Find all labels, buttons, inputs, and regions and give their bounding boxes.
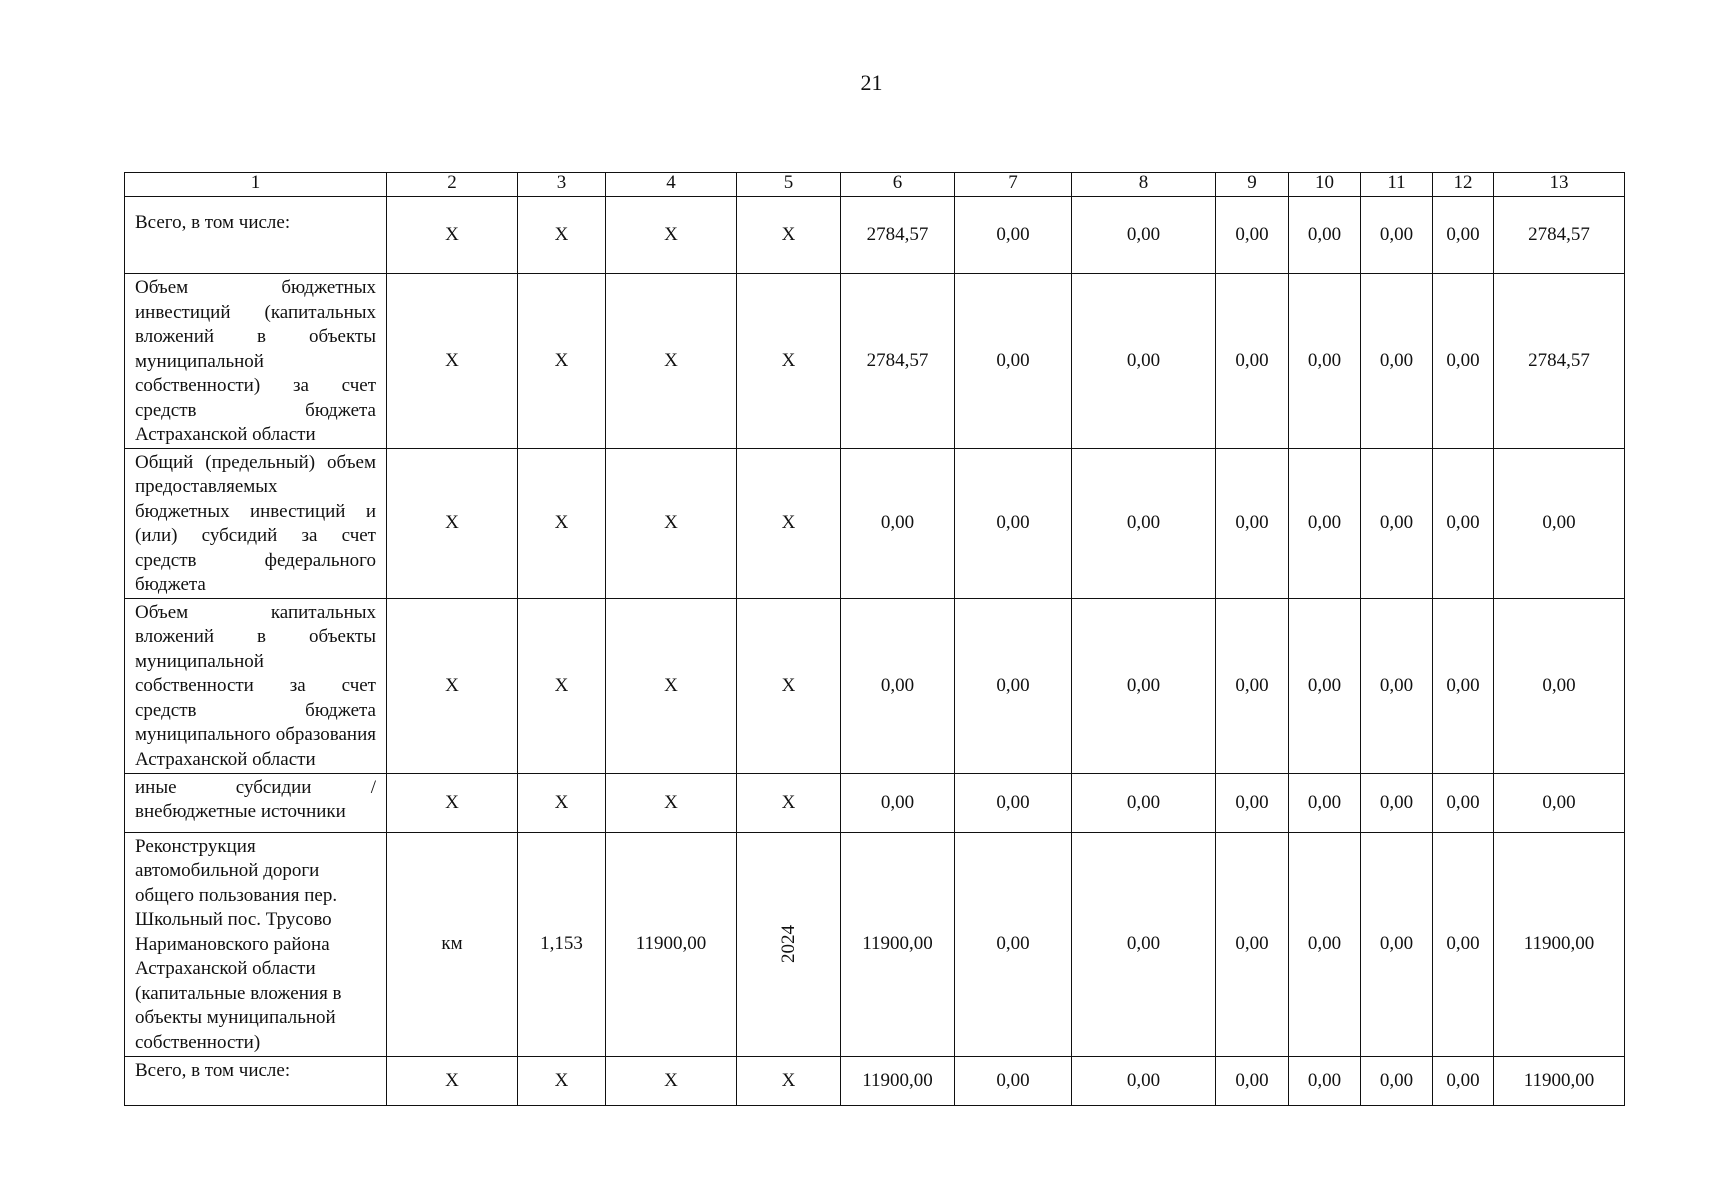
table-cell: 0,00 xyxy=(955,773,1072,832)
table-cell: 0,00 xyxy=(1216,598,1289,773)
table-cell: 0,00 xyxy=(1289,832,1361,1056)
year-vertical: 2024 xyxy=(777,925,799,963)
table-cell: Х xyxy=(518,773,606,832)
table-cell: 0,00 xyxy=(955,1056,1072,1105)
table-cell: 0,00 xyxy=(1216,197,1289,274)
column-number: 5 xyxy=(737,173,841,197)
table-cell: 0,00 xyxy=(1289,274,1361,449)
table-cell: Х xyxy=(737,1056,841,1105)
table-cell: 0,00 xyxy=(1494,773,1625,832)
column-number: 9 xyxy=(1216,173,1289,197)
table-cell: Х xyxy=(606,448,737,598)
table-cell: 0,00 xyxy=(1433,598,1494,773)
table-cell: Х xyxy=(387,274,518,449)
table-cell: Х xyxy=(387,1056,518,1105)
table-row-federal-budget xyxy=(125,448,1625,598)
table-cell: Х xyxy=(737,598,841,773)
column-number: 7 xyxy=(955,173,1072,197)
table-cell: Х xyxy=(518,1056,606,1105)
table-cell: 0,00 xyxy=(841,448,955,598)
table-row-total-2 xyxy=(125,1056,1625,1105)
table-cell: 0,00 xyxy=(1361,598,1433,773)
column-number: 13 xyxy=(1494,173,1625,197)
table-cell: Х xyxy=(606,598,737,773)
table-cell: Х xyxy=(737,773,841,832)
table-cell: Х xyxy=(387,598,518,773)
table-cell: Х xyxy=(387,448,518,598)
table-cell: Х xyxy=(387,197,518,274)
table-row-regional-budget xyxy=(125,274,1625,449)
table-cell: 0,00 xyxy=(1072,832,1216,1056)
table-row-municipal-budget xyxy=(125,598,1625,773)
table-cell: 0,00 xyxy=(1216,274,1289,449)
table-cell: 0,00 xyxy=(1361,832,1433,1056)
table-cell: Х xyxy=(518,598,606,773)
table-cell: Х xyxy=(518,448,606,598)
row-description: Всего, в том числе: xyxy=(125,197,387,274)
table-row-other-subsidies xyxy=(125,773,1625,832)
row-description: Объем капитальных вложений в объекты муниципальной собственности за счет средств бюджета муниципального образования Астраханской области xyxy=(125,598,387,773)
table-cell: 0,00 xyxy=(1216,1056,1289,1105)
table-row-total-1 xyxy=(125,197,1625,274)
column-number: 8 xyxy=(1072,173,1216,197)
table-cell: 0,00 xyxy=(1494,598,1625,773)
table-cell: 0,00 xyxy=(1289,197,1361,274)
table-cell: Х xyxy=(387,773,518,832)
table-cell: 0,00 xyxy=(1072,448,1216,598)
column-number: 3 xyxy=(518,173,606,197)
table-cell: 0,00 xyxy=(841,773,955,832)
table-cell: 0,00 xyxy=(1289,773,1361,832)
table-cell: 11900,00 xyxy=(841,832,955,1056)
table-cell: 2784,57 xyxy=(1494,274,1625,449)
table-cell: 2784,57 xyxy=(841,274,955,449)
row-description: Всего, в том числе: xyxy=(125,1056,387,1105)
table-cell: 0,00 xyxy=(955,197,1072,274)
table-cell: 0,00 xyxy=(1361,448,1433,598)
table-cell: 0,00 xyxy=(955,274,1072,449)
table-cell: 11900,00 xyxy=(1494,1056,1625,1105)
table-cell: 0,00 xyxy=(1361,197,1433,274)
table-cell: 2784,57 xyxy=(1494,197,1625,274)
table-cell: 0,00 xyxy=(955,832,1072,1056)
table-cell xyxy=(737,832,841,1056)
table-cell: 2784,57 xyxy=(841,197,955,274)
table-cell: 0,00 xyxy=(1216,832,1289,1056)
table-cell: 0,00 xyxy=(1433,274,1494,449)
table-cell: 0,00 xyxy=(955,448,1072,598)
row-description: иные субсидии / внебюджетные источники xyxy=(125,773,387,832)
row-description: Реконструкция автомобильной дороги общего пользования пер. Школьный пос. Трусово Наримановского района Астраханской области (капитальные вложения в объекты муниципальной собственности) xyxy=(125,832,387,1056)
table-cell: 0,00 xyxy=(1072,773,1216,832)
column-number: 4 xyxy=(606,173,737,197)
column-number: 12 xyxy=(1433,173,1494,197)
table-cell: 0,00 xyxy=(1433,832,1494,1056)
column-number: 1 xyxy=(125,173,387,197)
table-cell: 11900,00 xyxy=(606,832,737,1056)
table-cell: 0,00 xyxy=(1361,773,1433,832)
table-cell: 11900,00 xyxy=(841,1056,955,1105)
row-description: Общий (предельный) объем предоставляемых бюджетных инвестиций и (или) субсидий за счет средств федерального бюджета xyxy=(125,448,387,598)
table-cell: 0,00 xyxy=(1216,448,1289,598)
table-cell: 0,00 xyxy=(1072,274,1216,449)
table-cell: Х xyxy=(737,448,841,598)
column-number: 10 xyxy=(1289,173,1361,197)
table-cell: 0,00 xyxy=(1289,448,1361,598)
table-cell: 0,00 xyxy=(1289,1056,1361,1105)
table-cell: 0,00 xyxy=(1289,598,1361,773)
table-cell: Х xyxy=(518,274,606,449)
table-cell: Х xyxy=(737,197,841,274)
table-cell: 0,00 xyxy=(1361,274,1433,449)
table-cell: Х xyxy=(518,197,606,274)
table-cell: Х xyxy=(606,274,737,449)
table-cell: 0,00 xyxy=(1072,598,1216,773)
table-cell: Х xyxy=(737,274,841,449)
table-cell: 0,00 xyxy=(1072,1056,1216,1105)
table-cell: 0,00 xyxy=(1494,448,1625,598)
row-description: Объем бюджетных инвестиций (капитальных вложений в объекты муниципальной собственности) за счет средств бюджета Астраханской области xyxy=(125,274,387,449)
column-number-row xyxy=(125,173,1625,197)
column-number: 2 xyxy=(387,173,518,197)
table-cell: 0,00 xyxy=(1433,773,1494,832)
page-number: 21 xyxy=(860,70,883,95)
table-cell: 0,00 xyxy=(1072,197,1216,274)
table-cell: Х xyxy=(606,1056,737,1105)
table-cell: 0,00 xyxy=(1216,773,1289,832)
table-cell: км xyxy=(387,832,518,1056)
table-cell: 0,00 xyxy=(955,598,1072,773)
column-number: 11 xyxy=(1361,173,1433,197)
table-cell: 0,00 xyxy=(1433,448,1494,598)
table-cell: 0,00 xyxy=(1361,1056,1433,1105)
column-number: 6 xyxy=(841,173,955,197)
table-cell: 11900,00 xyxy=(1494,832,1625,1056)
table-cell: 0,00 xyxy=(1433,197,1494,274)
table-row-road-reconstruction xyxy=(125,832,1625,1056)
table-cell: Х xyxy=(606,197,737,274)
table-cell: 0,00 xyxy=(841,598,955,773)
table-cell: 1,153 xyxy=(518,832,606,1056)
table-cell: Х xyxy=(606,773,737,832)
budget-table xyxy=(124,172,1625,1106)
table-cell: 0,00 xyxy=(1433,1056,1494,1105)
